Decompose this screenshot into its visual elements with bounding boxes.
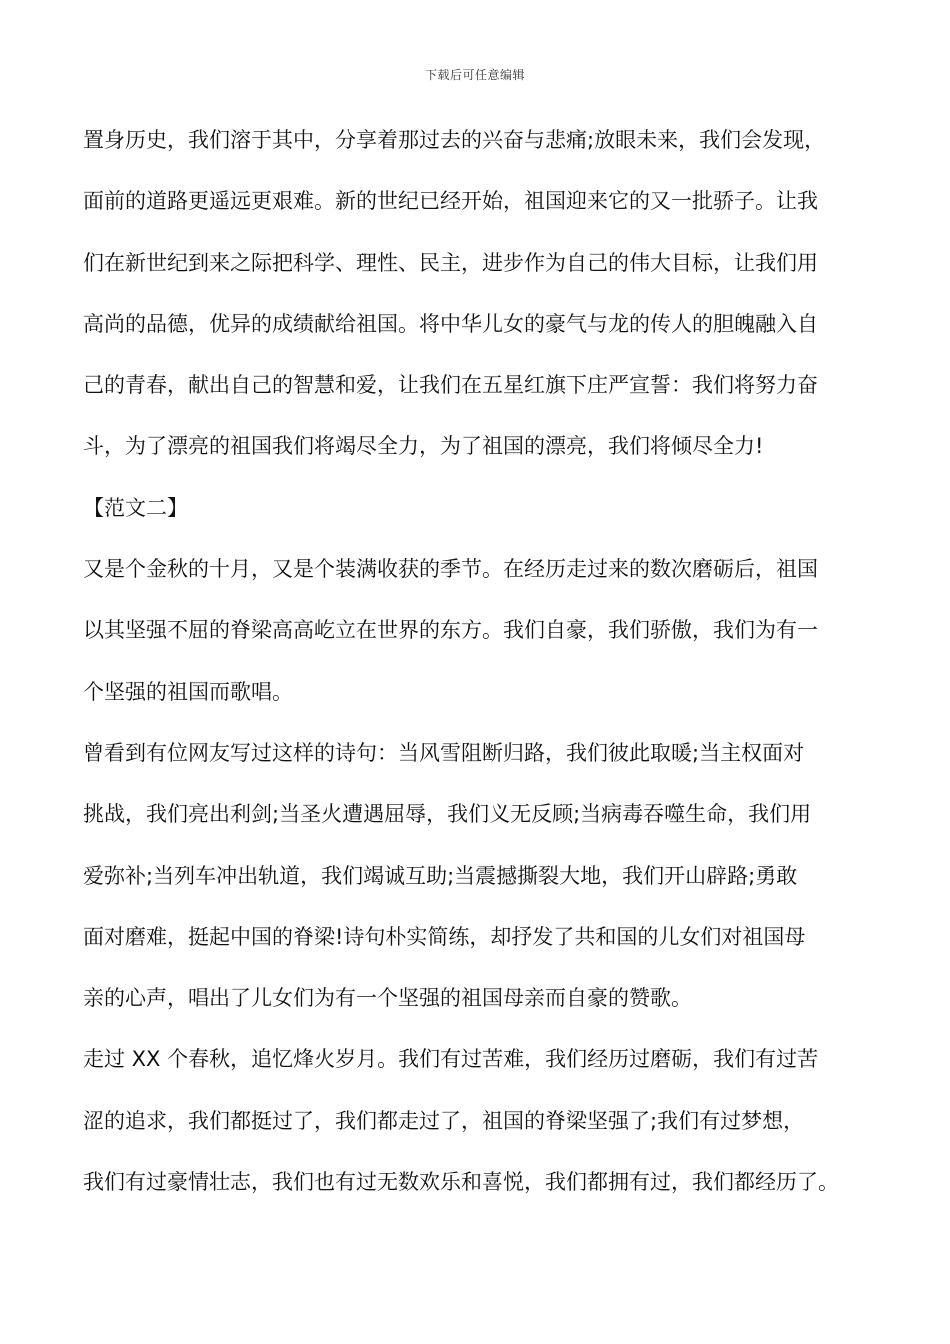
text-line: 挑战，我们亮出利剑;当圣火遭遇屈辱，我们义无反顾;当病毒吞噬生命，我们用 — [83, 802, 812, 827]
text-line: 涩的追求，我们都挺过了，我们都走过了，祖国的脊梁坚强了;我们有过梦想， — [83, 1108, 805, 1133]
text-line: 亲的心声，唱出了儿女们为有一个坚强的祖国母亲而自豪的赞歌。 — [83, 986, 692, 1011]
text-line: 高尚的品德，优异的成绩献给祖国。将中华儿女的豪气与龙的传人的胆魄融入自 — [83, 311, 818, 336]
text-line: 己的青春，献出自己的智慧和爱，让我们在五星红旗下庄严宣誓：我们将努力奋 — [83, 373, 818, 398]
text-line: 走过 XX 个春秋，追忆烽火岁月。我们有过苦难，我们经历过磨砺，我们有过苦 — [83, 1047, 819, 1072]
text-line: 面前的道路更遥远更艰难。新的世纪已经开始，祖国迎来它的又一批骄子。让我 — [83, 189, 818, 214]
document-body — [83, 118, 883, 1221]
text-line: 我们有过豪情壮志，我们也有过无数欢乐和喜悦，我们都拥有过，我们都经历了。 — [83, 1170, 839, 1195]
text-line: 个坚强的祖国而歌唱。 — [83, 679, 293, 704]
text-line: 面对磨难，挺起中国的脊梁!诗句朴实简练，却抒发了共和国的儿女们对祖国母 — [83, 924, 806, 949]
text-line: 斗，为了漂亮的祖国我们将竭尽全力，为了祖国的漂亮，我们将倾尽全力! — [83, 434, 764, 459]
text-line: 爱弥补;当列车冲出轨道，我们竭诚互助;当震撼撕裂大地，我们开山辟路;勇敢 — [83, 863, 798, 888]
text-line: 置身历史，我们溶于其中，分享着那过去的兴奋与悲痛;放眼未来，我们会发现， — [83, 128, 826, 152]
text-line: 又是个金秋的十月，又是个装满收获的季节。在经历走过来的数次磨砺后，祖国 — [83, 557, 818, 582]
text-line: 以其坚强不屈的脊梁高高屹立在世界的东方。我们自豪，我们骄傲，我们为有一 — [83, 618, 818, 643]
text-line: 们在新世纪到来之际把科学、理性、民主，进步作为自己的伟大目标，让我们用 — [83, 250, 818, 275]
section-heading: 【范文二】 — [83, 495, 188, 520]
page-header: 下载后可任意编辑 — [424, 68, 525, 82]
text-line: 曾看到有位网友写过这样的诗句：当风雪阻断归路，我们彼此取暖;当主权面对 — [83, 740, 805, 765]
